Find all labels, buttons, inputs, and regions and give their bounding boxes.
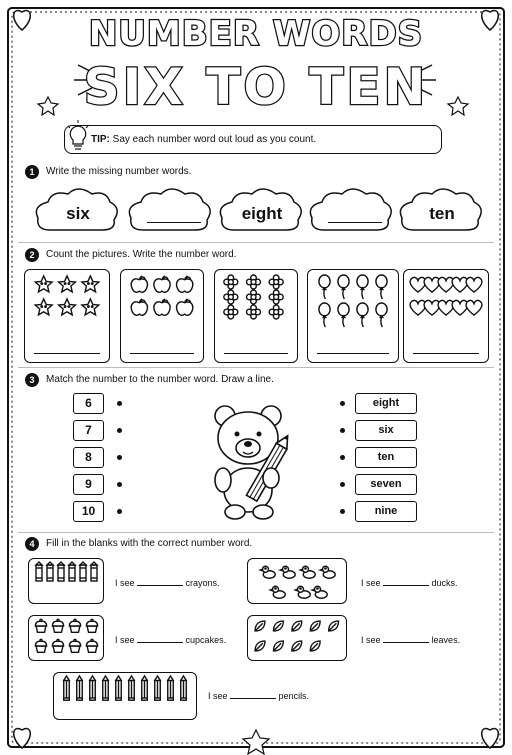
- answer-blank[interactable]: [230, 690, 276, 699]
- match-dot[interactable]: [117, 428, 122, 433]
- answer-blank[interactable]: [130, 353, 194, 354]
- teddy-bear-icon: [205, 402, 305, 522]
- match-number: 10: [73, 501, 104, 522]
- answer-blank[interactable]: [137, 577, 183, 586]
- cloud-shape: [129, 189, 210, 230]
- section-4-instruction: Fill in the blanks with the correct number word.: [46, 538, 253, 549]
- answer-blank[interactable]: [413, 353, 479, 354]
- divider: [18, 532, 494, 533]
- fill-sentence: [361, 577, 458, 588]
- fill-prefix: I see: [361, 635, 381, 645]
- section-1-instruction: Write the missing number words.: [46, 166, 192, 177]
- crayon-icon: [28, 558, 104, 604]
- section-3-number: 3: [25, 373, 39, 387]
- fill-suffix: crayons.: [185, 578, 220, 588]
- answer-blank[interactable]: [328, 222, 382, 223]
- cloud-word: eight: [241, 204, 283, 223]
- match-dot[interactable]: [340, 482, 345, 487]
- section-1-number: 1: [25, 165, 39, 179]
- cupcake-icon: [28, 615, 104, 661]
- tip-label: TIP:: [91, 134, 110, 145]
- fill-suffix: ducks.: [431, 578, 458, 588]
- match-dot[interactable]: [117, 455, 122, 460]
- pencil-icon: [53, 672, 197, 720]
- fill-suffix: leaves.: [431, 635, 461, 645]
- section-4-number: 4: [25, 537, 39, 551]
- answer-blank[interactable]: [137, 634, 183, 643]
- fill-suffix: pencils.: [278, 691, 310, 701]
- section-3-instruction: Match the number to the number word. Draw a line.: [46, 374, 274, 385]
- cloud-word: ten: [429, 204, 455, 223]
- match-number: 7: [73, 420, 104, 441]
- answer-blank[interactable]: [383, 577, 429, 586]
- tip-text: Say each number word out loud as you count.: [112, 134, 317, 145]
- section-2-number: 2: [25, 248, 39, 262]
- fill-suffix: cupcakes.: [185, 635, 227, 645]
- answer-blank[interactable]: [224, 353, 288, 354]
- fill-prefix: I see: [115, 578, 135, 588]
- duck-icon: [247, 558, 347, 604]
- balloon-icon: [307, 269, 399, 339]
- fill-sentence: [115, 634, 226, 645]
- match-dot[interactable]: [117, 509, 122, 514]
- answer-blank[interactable]: [317, 353, 389, 354]
- match-number: 9: [73, 474, 104, 495]
- fill-prefix: I see: [361, 578, 381, 588]
- match-dot[interactable]: [340, 455, 345, 460]
- fill-sentence: [361, 634, 460, 645]
- match-word: eight: [355, 393, 417, 414]
- divider: [18, 367, 494, 368]
- match-dot[interactable]: [340, 428, 345, 433]
- fill-sentence: [208, 690, 309, 701]
- match-dot[interactable]: [340, 401, 345, 406]
- answer-blank[interactable]: [34, 353, 100, 354]
- match-dot[interactable]: [340, 509, 345, 514]
- match-word: nine: [355, 501, 417, 522]
- leaf-icon: [247, 615, 347, 661]
- apple-icon: [120, 269, 204, 339]
- fill-prefix: I see: [208, 691, 228, 701]
- section-2-instruction: Count the pictures. Write the number word.: [46, 249, 237, 260]
- answer-blank[interactable]: [383, 634, 429, 643]
- title-line-1: NUMBER WORDS: [88, 14, 424, 54]
- divider: [18, 242, 494, 243]
- match-word: seven: [355, 474, 417, 495]
- match-word: six: [355, 420, 417, 441]
- star-icon: [24, 269, 110, 339]
- fill-prefix: I see: [115, 635, 135, 645]
- match-word: ten: [355, 447, 417, 468]
- heart-icon: [403, 269, 489, 339]
- match-number: 6: [73, 393, 104, 414]
- cloud-word: six: [66, 204, 90, 223]
- match-dot[interactable]: [117, 482, 122, 487]
- match-number: 8: [73, 447, 104, 468]
- flower-icon: [214, 269, 298, 339]
- answer-blank[interactable]: [147, 222, 201, 223]
- match-dot[interactable]: [117, 401, 122, 406]
- title-line-2: SIX TO TEN: [83, 58, 429, 116]
- fill-sentence: [115, 577, 220, 588]
- cloud-shape: [310, 189, 391, 230]
